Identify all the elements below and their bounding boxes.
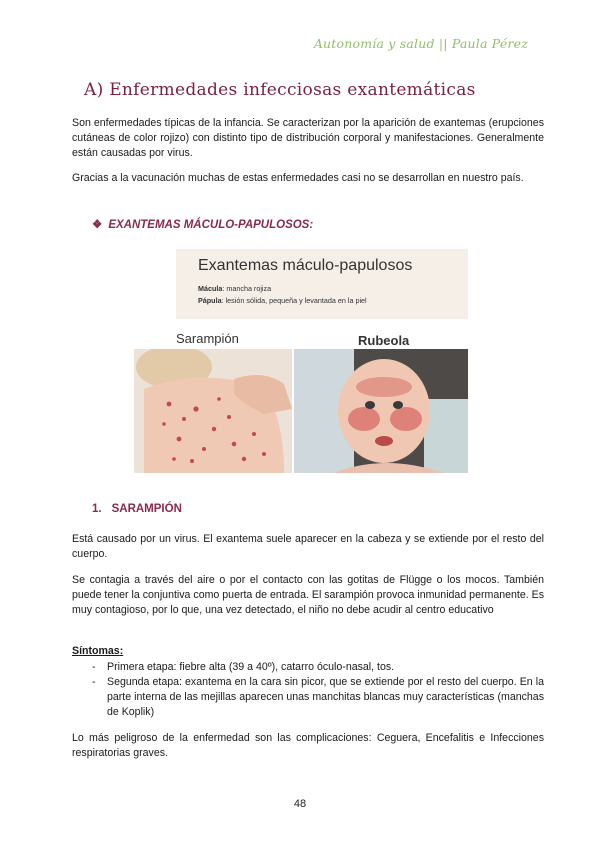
sintomas-label: Síntomas: [72,645,124,657]
macula-definition [198,284,271,293]
sarampion-paragraph-2: Se contagia a través del aire o por el contacto con las gotitas de Flügge o los mocos. También puede tener la conjuntiva como puerta de entrada. El sarampión provoca inmunidad permanente. Es muy contagioso, por lo que, una vez detectado, el niño no debe acudir al centro educativo [72,574,544,616]
sintomas-list [72,660,544,720]
sintoma-text: Segunda etapa: exantema en la cara sin picor, que se extiende por el resto del cuerpo. En la parte interna de las mejillas aparecen unas manchitas blancas muy características (manchas de Koplik) [107,676,544,718]
sarampion-photo [134,349,292,473]
list-item: - Primera etapa: fiebre alta (39 a 40º), catarro óculo-nasal, tos. [92,661,395,673]
sarampion-title: SARAMPIÓN [111,503,182,515]
figure-header-panel [176,249,468,319]
page-header: Autonomía y salud || Paula Pérez [313,36,528,51]
papula-text: : lesión sólida, pequeña y levantada en la piel [221,296,367,305]
intro-paragraph-2: Gracias a la vacunación muchas de estas enfermedades casi no se desarrollan en nuestro país. [72,172,524,184]
rubeola-photo-label: Rubeola [358,333,410,348]
exantemas-figure [134,249,468,473]
exantemas-subheading [92,217,313,231]
section-title: A) Enfermedades infecciosas exantemáticas [84,80,476,100]
macula-text: : mancha rojiza [222,284,272,293]
sintoma-text: Primera etapa: fiebre alta (39 a 40º), catarro óculo-nasal, tos. [107,661,395,673]
subheading-text: EXANTEMAS MÁCULO-PAPULOSOS: [108,219,314,231]
macula-term: Mácula [198,284,223,293]
sarampion-number: 1. [92,503,102,515]
papula-definition [198,296,367,305]
diamond-bullet-icon: ❖ [92,219,103,231]
sarampion-photo-label: Sarampión [176,331,239,346]
intro-paragraph-1: Son enfermedades típicas de la infancia. Se caracterizan por la aparición de exantemas (erupciones cutáneas de color rojizo) con distinto tipo de distribución corporal y manifestaciones. Generalmente están causadas por virus. [72,117,544,159]
sarampion-paragraph-1: Está causado por un virus. El exantema suele aparecer en la cabeza y se extiende por el resto del cuerpo. [72,533,544,560]
list-item: - Segunda etapa: exantema en la cara sin picor, que se extiende por el resto del cuerpo. En la parte interna de las mejillas aparecen unas manchitas blancas muy características (manchas de Koplik) [92,676,544,718]
page-number: 48 [293,798,307,810]
sarampion-heading [92,503,182,515]
papula-term: Pápula [198,296,222,305]
rubeola-photo [294,349,468,473]
figure-title: Exantemas máculo-papulosos [198,257,413,274]
sarampion-paragraph-3: Lo más peligroso de la enfermedad son las complicaciones: Ceguera, Encefalitis e Infecciones respiratorias graves. [72,732,544,759]
